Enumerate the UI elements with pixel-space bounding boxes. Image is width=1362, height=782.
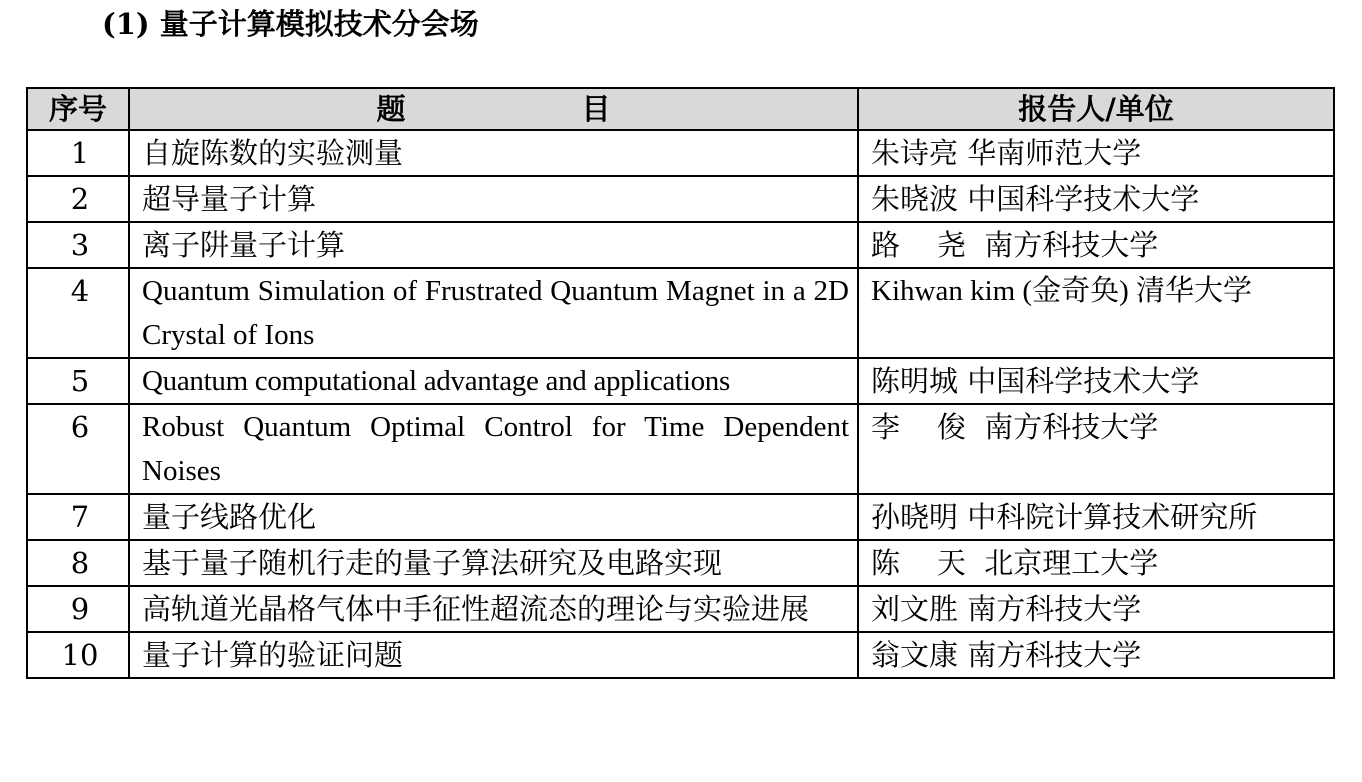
table-row: [27, 130, 1334, 176]
row-speaker: 李 俊 南方科技大学: [858, 404, 1334, 494]
row-title: Quantum computational advantage and applications: [129, 358, 858, 404]
row-title: 量子计算的验证问题: [129, 632, 858, 678]
header-number: 序号: [27, 88, 129, 130]
row-title: 高轨道光晶格气体中手征性超流态的理论与实验进展: [129, 586, 858, 632]
row-speaker: 朱晓波 中国科学技术大学: [858, 176, 1334, 222]
row-speaker: Kihwan kim (金奇奂) 清华大学: [858, 268, 1334, 358]
row-number: 9: [27, 586, 129, 632]
table-row: [27, 632, 1334, 678]
row-speaker: 孙晓明 中科院计算技术研究所: [858, 494, 1334, 540]
table-header-row: [27, 88, 1334, 130]
row-title: 量子线路优化: [129, 494, 858, 540]
header-speaker: 报告人/单位: [858, 88, 1334, 130]
row-number: 8: [27, 540, 129, 586]
section-heading: (1) 量子计算模拟技术分会场: [102, 7, 479, 41]
table-row: [27, 494, 1334, 540]
header-title: [129, 88, 858, 130]
row-title: 自旋陈数的实验测量: [129, 130, 858, 176]
row-title: 基于量子随机行走的量子算法研究及电路实现: [129, 540, 858, 586]
row-title: 离子阱量子计算: [129, 222, 858, 268]
table-row: [27, 222, 1334, 268]
table-row: [27, 268, 1334, 358]
row-title: Quantum Simulation of Frustrated Quantum Magnet in a 2D Crystal of Ions: [129, 268, 858, 358]
row-title: Robust Quantum Optimal Control for Time Dependent Noises: [129, 404, 858, 494]
table-row: [27, 358, 1334, 404]
row-title: 超导量子计算: [129, 176, 858, 222]
header-title-part2: 目: [581, 92, 611, 126]
row-number: 5: [27, 358, 129, 404]
row-number: 4: [27, 268, 129, 358]
table-row: [27, 404, 1334, 494]
row-speaker: 朱诗亮 华南师范大学: [858, 130, 1334, 176]
row-speaker: 陈明城 中国科学技术大学: [858, 358, 1334, 404]
row-number: 10: [27, 632, 129, 678]
table-row: [27, 540, 1334, 586]
header-title-part1: 题: [376, 92, 406, 126]
row-number: 2: [27, 176, 129, 222]
table-row: [27, 586, 1334, 632]
row-number: 3: [27, 222, 129, 268]
row-number: 7: [27, 494, 129, 540]
sessions-table: [26, 87, 1335, 679]
row-number: 6: [27, 404, 129, 494]
row-speaker: 刘文胜 南方科技大学: [858, 586, 1334, 632]
row-speaker: 陈 天 北京理工大学: [858, 540, 1334, 586]
row-speaker: 翁文康 南方科技大学: [858, 632, 1334, 678]
table-row: [27, 176, 1334, 222]
row-number: 1: [27, 130, 129, 176]
row-speaker: 路 尧 南方科技大学: [858, 222, 1334, 268]
